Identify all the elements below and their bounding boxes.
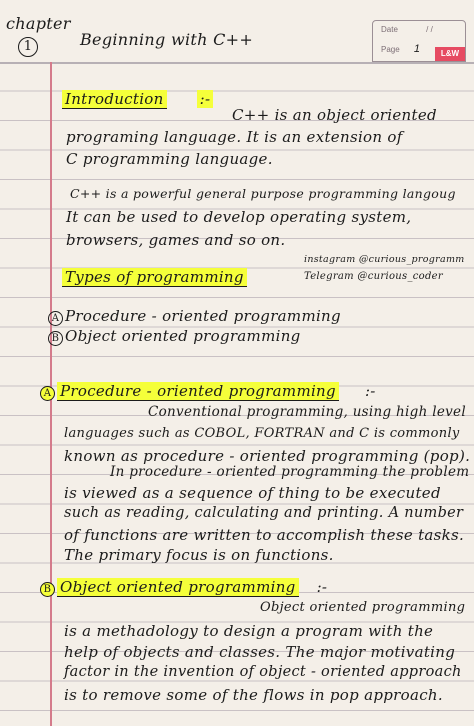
intro-line-4: C++ is a powerful general purpose programming langoug <box>70 186 456 201</box>
intro-line-5: It can be used to develop operating system, <box>66 208 412 226</box>
types-item-b: B Object oriented programming <box>48 327 301 346</box>
chapter-label: chapter <box>6 14 71 33</box>
date-page-box <box>372 20 466 62</box>
telegram-handle: Telegram @curious_coder <box>304 271 443 282</box>
procedure-line-8: The primary focus is on functions. <box>64 546 334 564</box>
intro-line-3: C programming language. <box>66 150 273 168</box>
procedure-line-5: is viewed as a sequence of thing to be executed <box>64 484 441 502</box>
object-line-2: is a methadology to design a program with the <box>64 622 434 640</box>
date-value: / / <box>426 25 433 34</box>
intro-line-1: C++ is an object oriented <box>232 106 437 124</box>
object-line-1: Object oriented programming <box>260 600 466 615</box>
procedure-line-3: known as procedure - oriented programming (pop). <box>64 447 471 465</box>
brand-logo: L&W <box>435 47 465 61</box>
object-line-5: is to remove some of the flows in pop approach. <box>64 686 443 704</box>
types-item-a: A Procedure - oriented programming <box>48 307 341 326</box>
date-label: Date <box>381 25 398 34</box>
chapter-title: Beginning with C++ <box>80 30 254 49</box>
chapter-number: 1 <box>18 36 40 57</box>
object-heading: B Object oriented programming :- <box>40 578 327 597</box>
procedure-line-4: In procedure - oriented programming the problem <box>110 464 470 480</box>
intro-line-2: programing language. It is an extension of <box>66 128 403 146</box>
object-line-3: help of objects and classes. The major motivating <box>64 643 456 661</box>
page-number: 1 <box>413 43 421 55</box>
intro-line-6: browsers, games and so on. <box>66 231 286 249</box>
procedure-line-6: such as reading, calculating and printing. A number <box>64 505 464 521</box>
page-label: Page <box>381 45 400 54</box>
instagram-handle: instagram @curious_programm <box>304 254 465 265</box>
procedure-heading: A Procedure - oriented programming :- <box>40 382 376 401</box>
procedure-line-2: languages such as COBOL, FORTRAN and C is commonly <box>64 426 460 441</box>
procedure-line-1: Conventional programming, using high level <box>148 404 466 420</box>
types-heading: Types of programming <box>62 268 247 286</box>
procedure-line-7: of functions are written to accomplish these tasks. <box>64 526 465 544</box>
intro-heading: Introduction :- <box>62 90 213 108</box>
object-line-4: factor in the invention of object - oriented approach <box>64 664 462 680</box>
